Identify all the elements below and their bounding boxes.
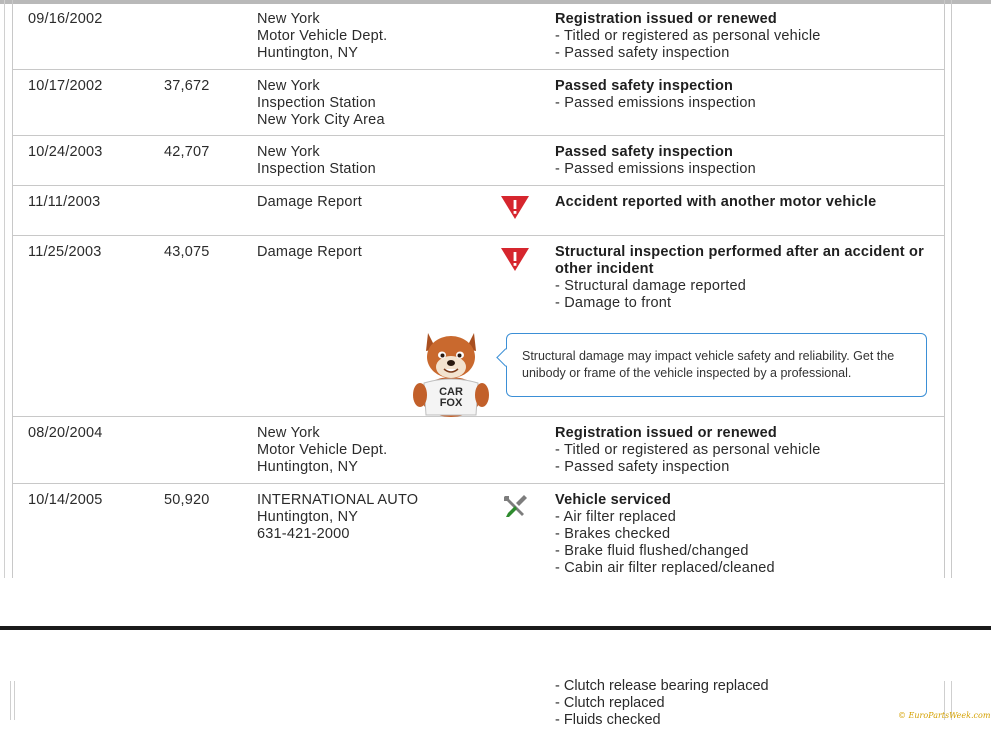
comment-item: - Titled or registered as personal vehicle	[555, 28, 935, 45]
source-line: New York	[257, 11, 320, 27]
page-divider	[0, 626, 991, 630]
frame-line	[951, 0, 952, 578]
warning-triangle-icon	[500, 246, 530, 272]
record-date: 10/24/2003	[28, 144, 103, 160]
comment-item: - Brake fluid flushed/changed	[555, 543, 935, 560]
source-line: Huntington, NY	[257, 509, 359, 525]
record-source	[257, 492, 418, 543]
source-line: INTERNATIONAL AUTO	[257, 492, 419, 508]
table-row	[12, 484, 945, 578]
source-line: Damage Report	[257, 194, 362, 210]
comment-title: Passed safety inspection	[555, 78, 734, 94]
table-row	[12, 186, 945, 236]
table-row	[12, 70, 945, 136]
comment-item: - Cabin air filter replaced/cleaned	[555, 560, 935, 577]
source-line: New York	[257, 78, 320, 94]
record-odometer: 43,075	[164, 244, 210, 260]
source-line: Inspection Station	[257, 95, 376, 111]
record-comments	[555, 144, 935, 178]
frame-line	[10, 681, 11, 720]
record-source	[257, 11, 387, 62]
table-row	[12, 4, 945, 70]
source-line: Damage Report	[257, 244, 362, 260]
callout-box	[506, 333, 927, 397]
record-odometer: 50,920	[164, 492, 210, 508]
comment-title: Passed safety inspection	[555, 144, 734, 160]
table-row	[12, 136, 945, 186]
comment-title: Accident reported with another motor vehicle	[555, 194, 877, 210]
wrench-screwdriver-icon	[500, 493, 530, 519]
comment-item: - Passed safety inspection	[555, 45, 935, 62]
frame-line	[4, 0, 5, 578]
svg-text:FOX: FOX	[439, 397, 463, 409]
comment-item: - Structural damage reported	[555, 278, 935, 295]
record-comments	[555, 425, 935, 476]
record-source	[257, 78, 385, 129]
comment-item: - Passed emissions inspection	[555, 95, 935, 112]
source-line: Huntington, NY	[257, 45, 359, 61]
comment-title: Registration issued or renewed	[555, 425, 777, 441]
comment-item: - Titled or registered as personal vehicle	[555, 442, 935, 459]
watermark: © EuroPartsWeek.com	[898, 711, 991, 720]
record-comments	[555, 194, 935, 211]
record-comments	[555, 78, 935, 112]
record-source	[257, 144, 376, 178]
comment-item: - Brakes checked	[555, 526, 935, 543]
source-line: Huntington, NY	[257, 459, 359, 475]
record-date: 10/14/2005	[28, 492, 103, 508]
source-line: Motor Vehicle Dept.	[257, 442, 388, 458]
record-odometer: 42,707	[164, 144, 210, 160]
frame-line	[14, 681, 15, 720]
record-date: 11/11/2003	[28, 194, 101, 210]
comment-title: Vehicle serviced	[555, 492, 672, 508]
record-comments	[555, 492, 935, 577]
continued-comments	[555, 678, 769, 729]
comment-title: Structural inspection performed after an accident or other incident	[555, 244, 924, 277]
comment-item: - Clutch replaced	[555, 695, 769, 712]
record-comments	[555, 11, 935, 62]
source-line: New York City Area	[257, 112, 385, 128]
svg-text:CAR: CAR	[439, 386, 463, 398]
record-date: 08/20/2004	[28, 425, 103, 441]
source-line: Motor Vehicle Dept.	[257, 28, 388, 44]
record-date: 10/17/2002	[28, 78, 103, 94]
callout-text: Structural damage may impact vehicle safety and reliability. Get the unibody or frame of the vehicle inspected by a professional.	[522, 349, 895, 380]
carfox-mascot	[406, 325, 496, 417]
record-source	[257, 244, 362, 261]
record-date: 11/25/2003	[28, 244, 102, 260]
table-row	[12, 417, 945, 484]
comment-item: - Passed emissions inspection	[555, 161, 935, 178]
comment-title: Registration issued or renewed	[555, 11, 777, 27]
comment-item: - Damage to front	[555, 295, 935, 312]
comment-item: - Passed safety inspection	[555, 459, 935, 476]
source-line: New York	[257, 425, 320, 441]
record-source	[257, 194, 362, 211]
record-date: 09/16/2002	[28, 11, 103, 27]
record-odometer: 37,672	[164, 78, 210, 94]
source-line: Inspection Station	[257, 161, 376, 177]
record-source	[257, 425, 387, 476]
source-line: 631-421-2000	[257, 526, 350, 542]
source-line: New York	[257, 144, 320, 160]
comment-item: - Air filter replaced	[555, 509, 935, 526]
record-comments	[555, 244, 935, 312]
comment-item: - Clutch release bearing replaced	[555, 678, 769, 695]
comment-item: - Fluids checked	[555, 712, 769, 729]
warning-triangle-icon	[500, 194, 530, 220]
